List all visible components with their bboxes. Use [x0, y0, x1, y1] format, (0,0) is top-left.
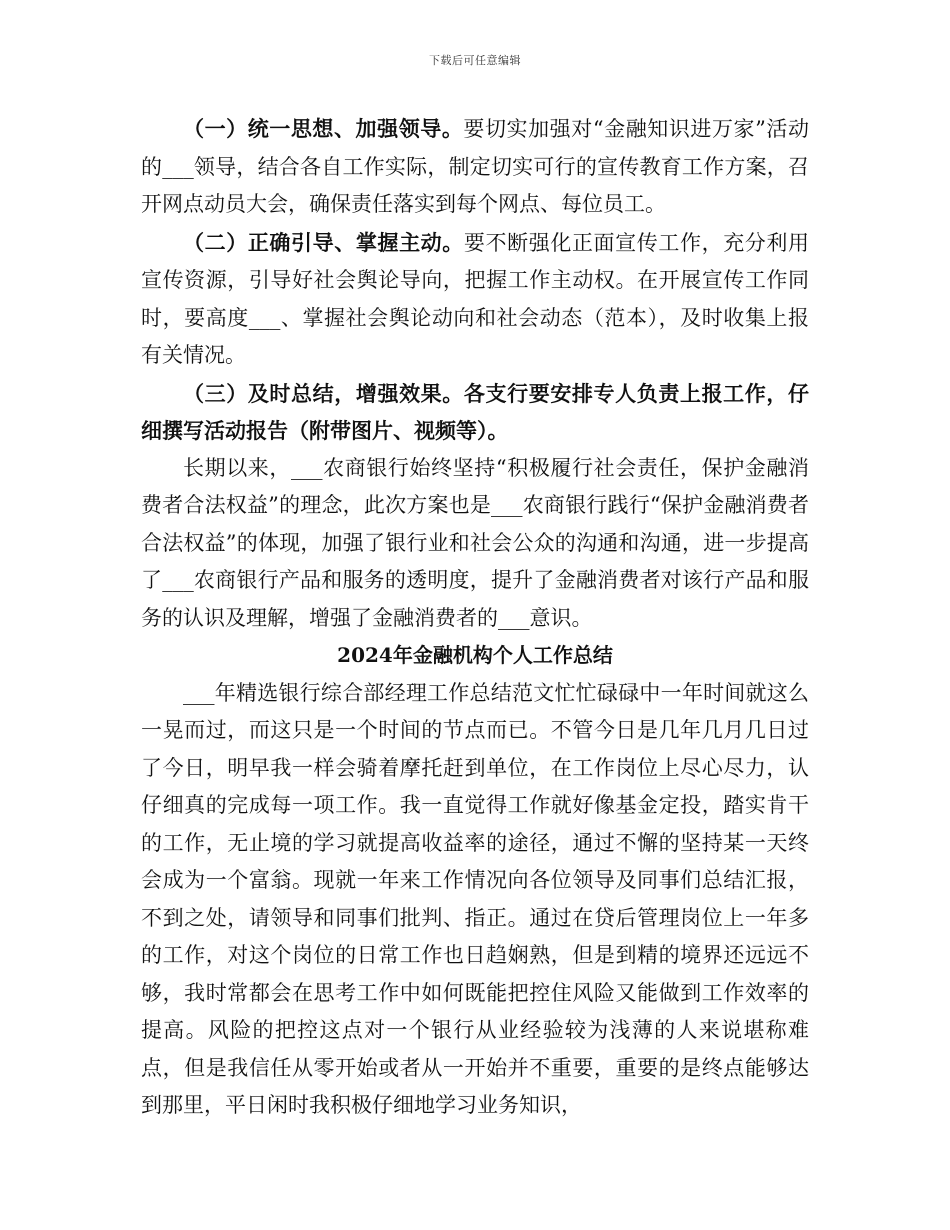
document-body — [141, 110, 809, 1125]
paragraph-unify-thought-text: 要切实加强对“金融知识进万家”活动的___领导，结合各自工作实际，制定切实可行的宣传教育工作方案，召开网点动员大会，确保责任落实到每个网点、每位员工。 — [141, 117, 809, 216]
paragraph-work-summary: ___年精选银行综合部经理工作总结范文忙忙碌碌中一年时间就这么一晃而过，而这只是一个时间的节点而已。不管今日是几年几月几日过了今日，明早我一样会骑着摩托赶到单位，在工作岗位上尽心尽力，认仔细真的完成每一项工作。我一直觉得工作就好像基金定投，踏实肯干的工作，无止境的学习就提高收益率的途径，通过不懈的坚持某一天终会成为一个富翁。现就一年来工作情况向各位领导及同事们总结汇报，不到之处，请领导和同事们批判、指正。通过在贷后管理岗位上一年多的工作，对这个岗位的日常工作也日趋娴熟，但是到精的境界还远远不够，我时常都会在思考工作中如何既能把控住风险又能做到工作效率的提高。风险的把控这点对一个银行从业经验较为浅薄的人来说堪称难点，但是我信任从零开始或者从一开始并不重要，重要的是终点能够达到那里，平日闲时我积极仔细地学习业务知识， — [141, 680, 809, 1117]
paragraph-long-term: 长期以来，___农商银行始终坚持“积极履行社会责任，保护金融消费者合法权益”的理念，此次方案也是___农商银行践行“保护金融消费者合法权益”的体现，加强了银行业和社会公众的沟通和沟通，进一步提高了___农商银行产品和服务的透明度，提升了金融消费者对该行产品和服务的认识及理解，增强了金融消费者的___意识。 — [141, 455, 809, 630]
paragraph-correct-guidance — [141, 224, 809, 375]
heading-correct-guidance: （二）正确引导、掌握主动。 — [183, 229, 464, 255]
section-title: 2024年金融机构个人工作总结 — [337, 643, 613, 667]
header-note: 下载后可任意编辑 — [429, 54, 521, 67]
paragraph-timely-summary: （三）及时总结，增强效果。各支行要安排专人负责上报工作，仔细撰写活动报告（附带图片、视频等）。 — [141, 380, 809, 443]
heading-unify-thought: （一）统一思想、加强领导。 — [183, 116, 464, 141]
paragraph-unify-thought — [141, 110, 809, 224]
paragraph-correct-guidance-text: 要不断强化正面宣传工作，充分利用宣传资源，引导好社会舆论导向，把握工作主动权。在开展宣传工作同时，要高度___、掌握社会舆论动向和社会动态（范本），及时收集上报有关情况。 — [141, 230, 810, 367]
